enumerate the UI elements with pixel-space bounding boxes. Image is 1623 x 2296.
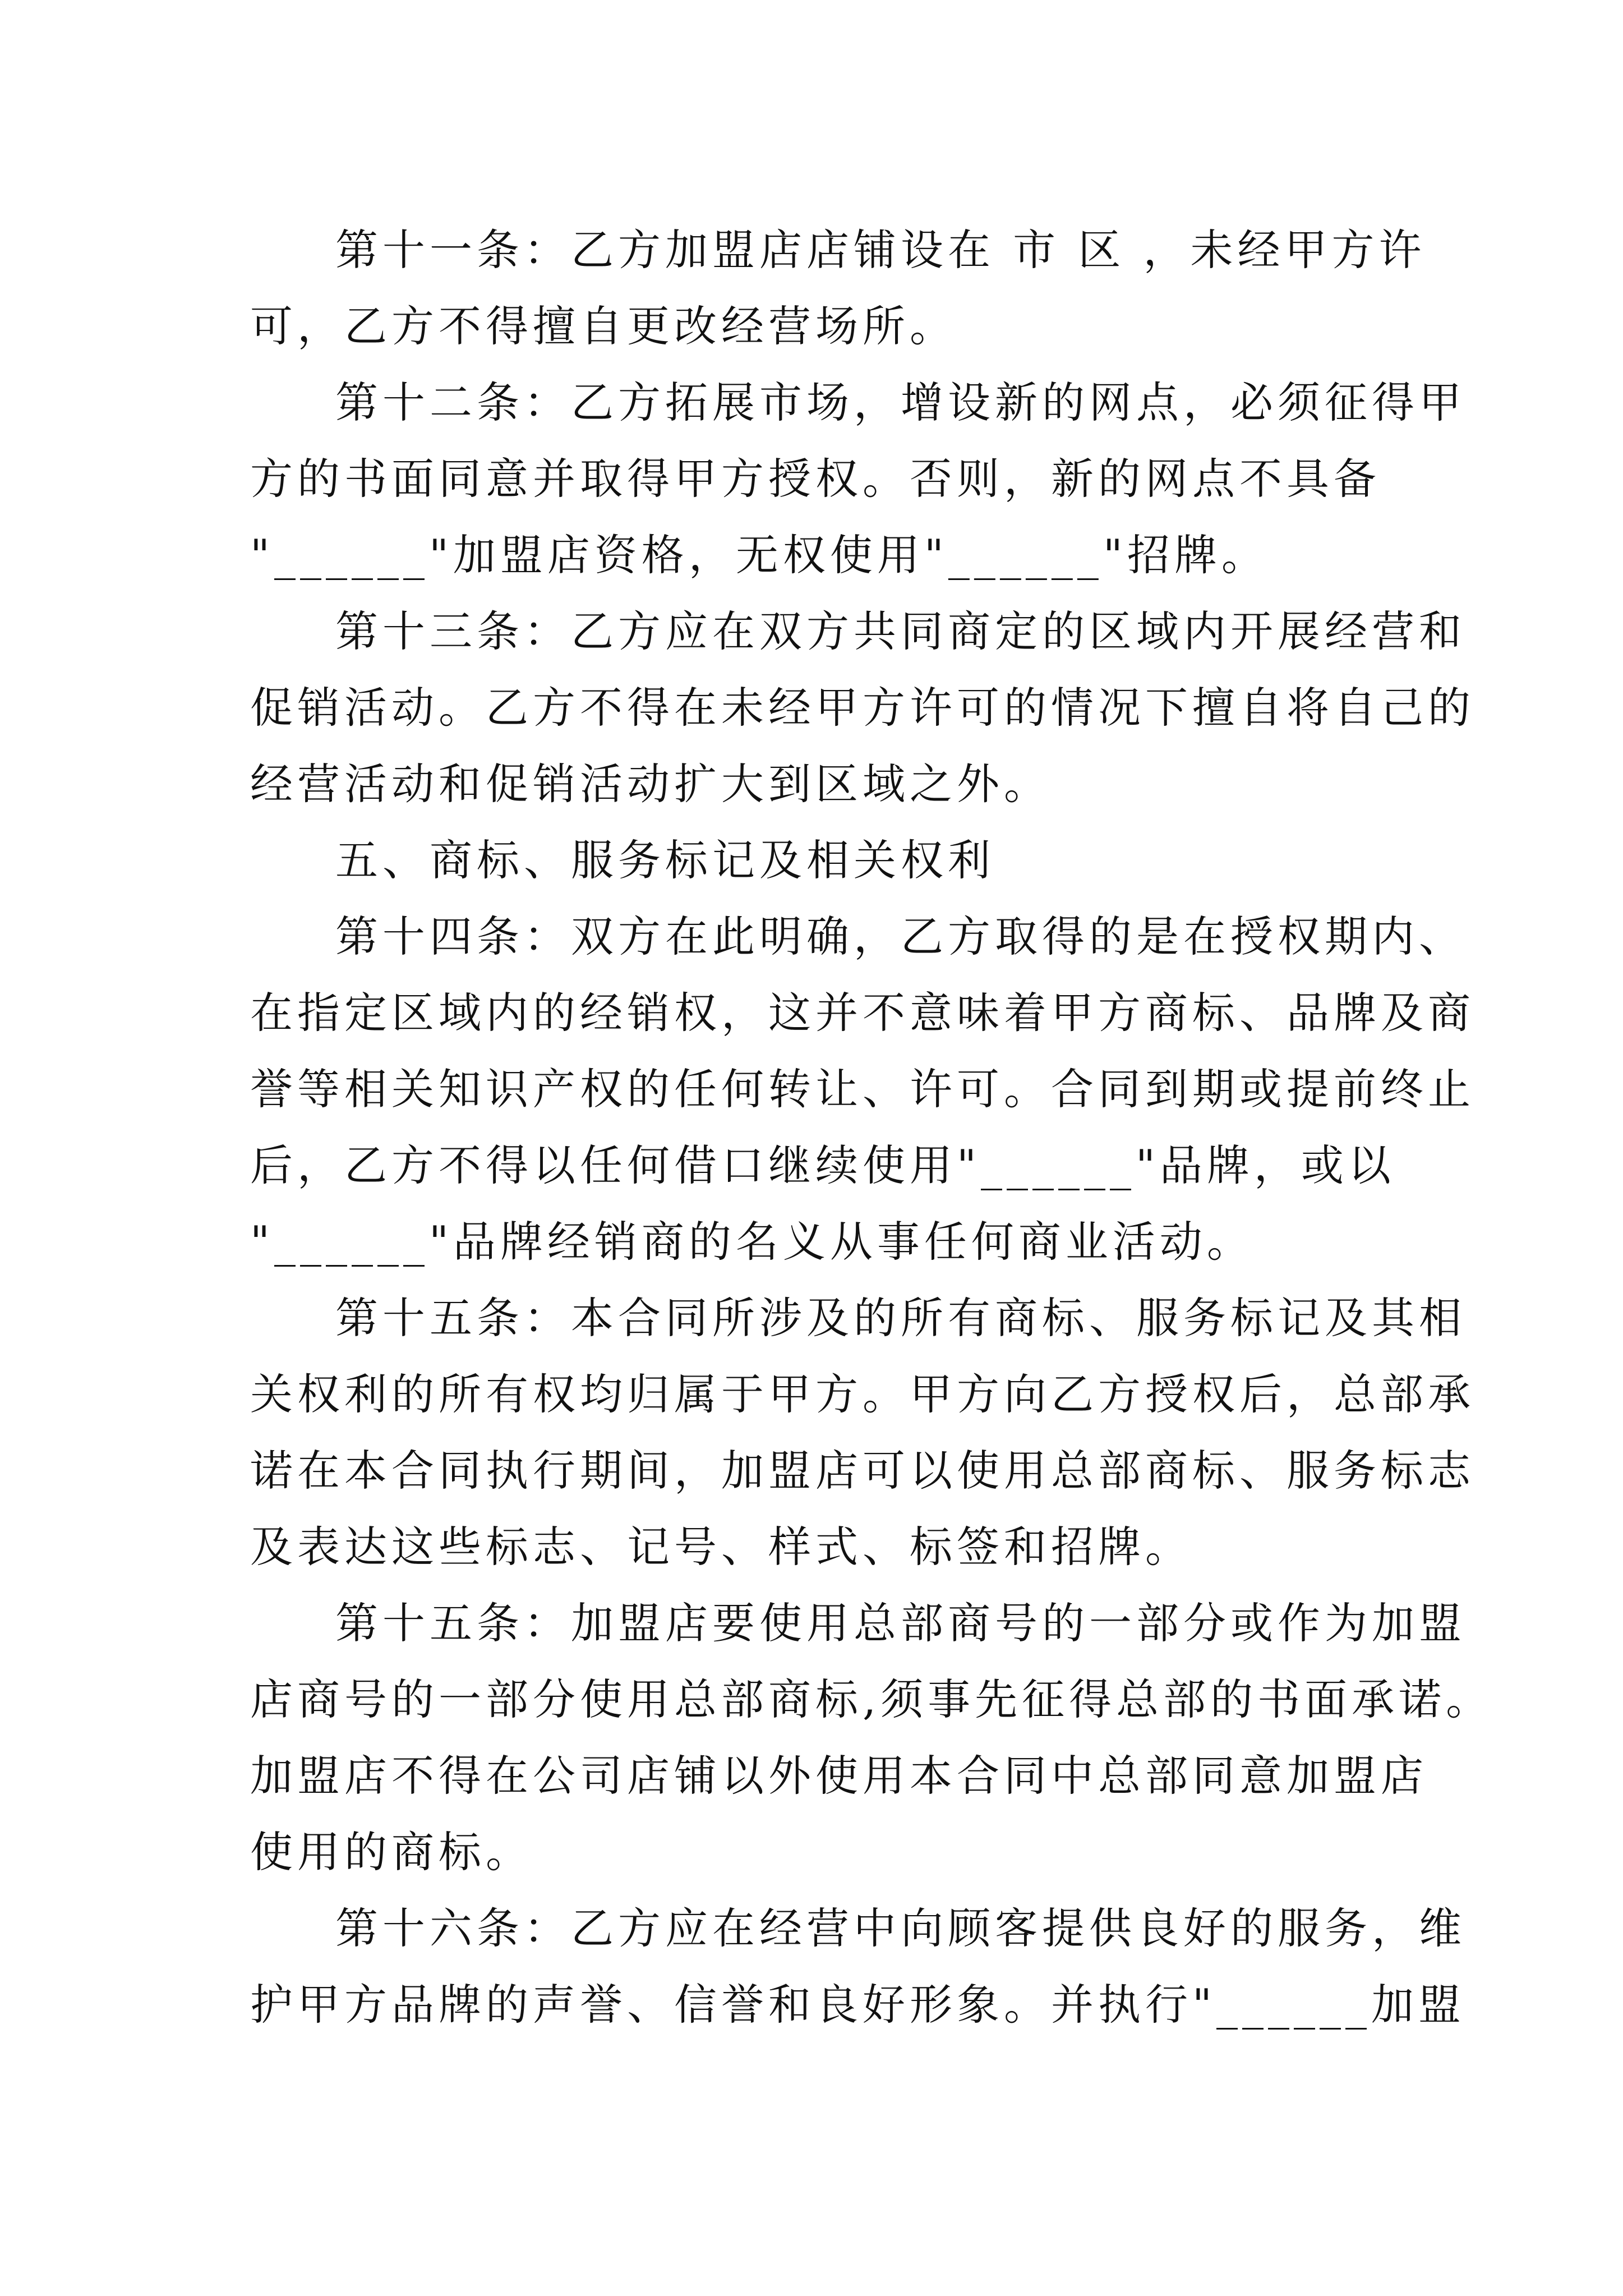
text-line: 在指定区域内的经销权，这并不意味着甲方商标、品牌及商 — [250, 988, 1475, 1038]
text-line: 第十一条：乙方加盟店店铺设在 市 区 ，未经甲方许 — [335, 225, 1426, 275]
text-line: 诺在本合同执行期间，加盟店可以使用总部商标、服务标志 — [250, 1446, 1475, 1496]
article-11 — [250, 212, 1426, 365]
text-line: 及表达这些标志、记号、样式、标签和招牌。 — [250, 1522, 1192, 1572]
article-14 — [250, 899, 1475, 1280]
text-line: 关权利的所有权均归属于甲方。甲方向乙方授权后，总部承 — [250, 1369, 1475, 1419]
text-line: 促销活动。乙方不得在未经甲方许可的情况下擅自将自己的 — [250, 683, 1475, 733]
article-16 — [250, 1890, 1466, 2043]
text-line: 经营活动和促销活动扩大到区域之外。 — [250, 759, 1051, 809]
text-line: 护甲方品牌的声誉、信誉和良好形象。并执行"______加盟 — [250, 1980, 1465, 2030]
section-heading: 五、商标、服务标记及相关权利 — [335, 835, 995, 885]
text-line: 第十四条：双方在此明确，乙方取得的是在授权期内、 — [335, 912, 1466, 961]
text-line: 第十二条：乙方拓展市场，增设新的网点，必须征得甲 — [335, 378, 1466, 427]
text-line: 方的书面同意并取得甲方授权。否则，新的网点不具备 — [250, 454, 1381, 504]
article-15a — [250, 1280, 1475, 1585]
text-line: 后，乙方不得以任何借口继续使用"______"品牌，或以 — [250, 1140, 1395, 1190]
text-line: 誉等相关知识产权的任何转让、许可。合同到期或提前终止 — [250, 1064, 1475, 1114]
text-line: "______"加盟店资格，无权使用"______"招牌。 — [250, 530, 1269, 580]
text-line: "______"品牌经销商的名义从事任何商业活动。 — [250, 1217, 1254, 1267]
text-line: 第十六条：乙方应在经营中向顾客提供良好的服务，维 — [335, 1903, 1466, 1953]
article-15b — [250, 1585, 1493, 1890]
text-line: 店商号的一部分使用总部商标,须事先征得总部的书面承诺。 — [250, 1674, 1493, 1724]
text-line: 第十五条：加盟店要使用总部商号的一部分或作为加盟 — [335, 1598, 1466, 1648]
text-line: 第十五条：本合同所涉及的所有商标、服务标记及其相 — [335, 1293, 1466, 1343]
text-line: 加盟店不得在公司店铺以外使用本合同中总部同意加盟店 — [250, 1751, 1428, 1801]
text-line: 可，乙方不得擅自更改经营场所。 — [250, 301, 957, 351]
text-line: 第十三条：乙方应在双方共同商定的区域内开展经营和 — [335, 606, 1466, 656]
article-13 — [250, 593, 1475, 822]
article-12 — [250, 365, 1466, 593]
text-line: 使用的商标。 — [250, 1827, 533, 1877]
document-body — [250, 212, 1493, 2043]
section-heading-5 — [250, 822, 1383, 899]
